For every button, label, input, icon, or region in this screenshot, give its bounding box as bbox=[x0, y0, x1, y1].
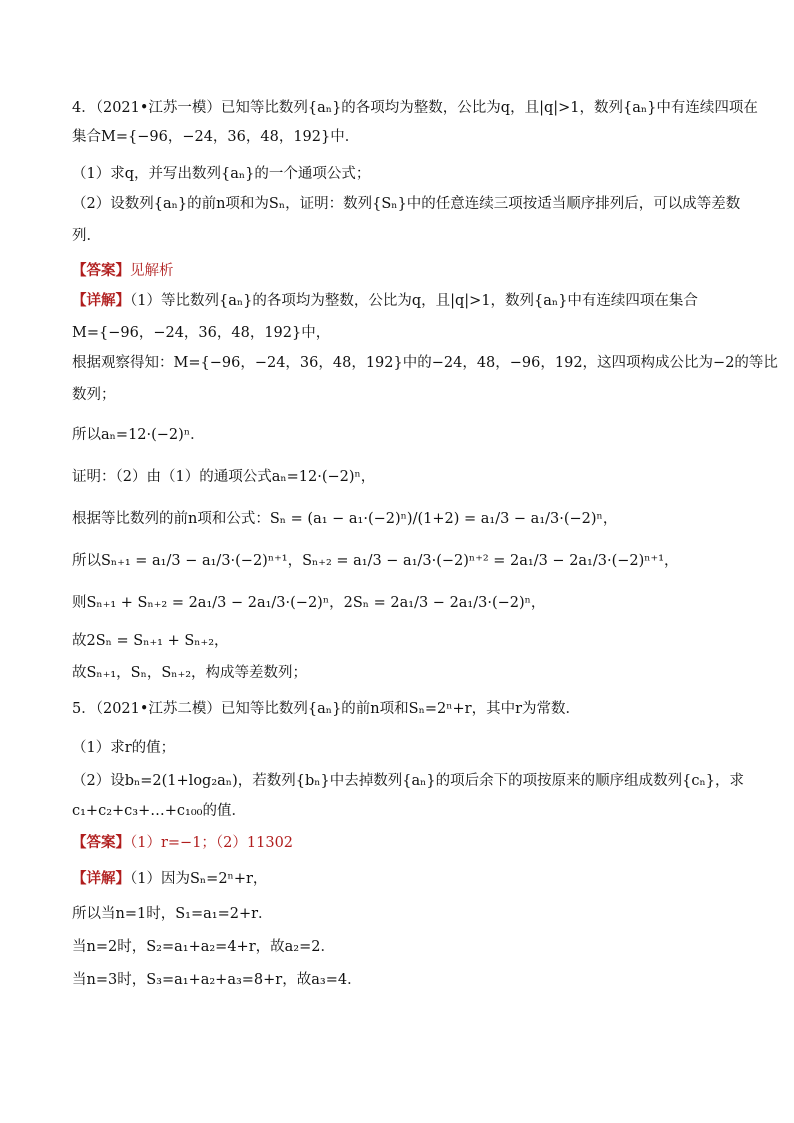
q4-detail-line4: 数列； bbox=[72, 387, 116, 403]
q4-stem-line1: 4．（2021•江苏一模）已知等比数列{aₙ}的各项均为整数，公比为q，且|q|>1，数列{aₙ}中有连续四项在 bbox=[72, 100, 758, 116]
detail-tag: 【详解】 bbox=[72, 292, 130, 309]
q4-detail-line10: 故2Sₙ = Sₙ₊₁ + Sₙ₊₂， bbox=[72, 633, 229, 649]
q4-stem-line2: 集合M={−96，−24，36，48，192}中． bbox=[72, 129, 360, 145]
answer-tag: 【答案】 bbox=[72, 262, 130, 279]
answer-text: 见解析 bbox=[130, 263, 174, 279]
q4-part1: （1）求q，并写出数列{aₙ}的一个通项公式； bbox=[72, 166, 371, 182]
q5-detail-line4: 当n=3时，S₃=a₁+a₂+a₃=8+r，故a₃=4． bbox=[72, 972, 362, 988]
q4-detail-line11: 故Sₙ₊₁，Sₙ，Sₙ₊₂，构成等差数列； bbox=[72, 665, 308, 681]
answer-tag: 【答案】 bbox=[72, 834, 130, 851]
q4-detail-line8: 所以Sₙ₊₁ = a₁/3 − a₁/3·(−2)ⁿ⁺¹，Sₙ₊₂ = a₁/3 − a₁/3·(−2)ⁿ⁺² = 2a₁/3 − 2a₁/3·(−2)ⁿ⁺¹， bbox=[72, 553, 679, 569]
q4-part2-line1: （2）设数列{aₙ}的前n项和为Sₙ，证明：数列{Sₙ}中的任意连续三项按适当顺序排列后，可以成等差数 bbox=[72, 196, 741, 212]
q5-stem: 5．（2021•江苏二模）已知等比数列{aₙ}的前n项和Sₙ=2ⁿ+r，其中r为常数． bbox=[72, 701, 581, 717]
q4-detail-line6: 证明：（2）由（1）的通项公式aₙ=12·(−2)ⁿ， bbox=[72, 469, 376, 485]
q4-detail-line7: 根据等比数列的前n项和公式：Sₙ = (a₁ − a₁·(−2)ⁿ)/(1+2) = a₁/3 − a₁/3·(−2)ⁿ， bbox=[72, 511, 618, 527]
q4-detail-line9: 则Sₙ₊₁ + Sₙ₊₂ = 2a₁/3 − 2a₁/3·(−2)ⁿ，2Sₙ = 2a₁/3 − 2a₁/3·(−2)ⁿ， bbox=[72, 595, 546, 611]
q5-detail-text1: （1）因为Sₙ=2ⁿ+r， bbox=[130, 871, 268, 887]
q4-detail-line2: M={−96，−24，36，48，192}中， bbox=[72, 325, 331, 341]
q5-answer bbox=[72, 832, 293, 854]
q4-detail-line3: 根据观察得知：M={−96，−24，36，48，192}中的−24，48，−96，192，这四项构成公比为−2的等比 bbox=[72, 355, 778, 371]
q4-detail-line5: 所以aₙ=12·(−2)ⁿ． bbox=[72, 427, 205, 443]
q5-part2-line2: c₁+c₂+c₃+…+c₁₀₀的值． bbox=[72, 803, 246, 819]
q5-part2-line1: （2）设bₙ=2(1+log₂aₙ)，若数列{bₙ}中去掉数列{aₙ}的项后余下的项按原来的顺序组成数列{cₙ}，求 bbox=[72, 773, 744, 789]
q5-detail-line1 bbox=[72, 868, 267, 890]
q5-detail-line2: 所以当n=1时，S₁=a₁=2+r． bbox=[72, 906, 273, 922]
q4-detail-text1: （1）等比数列{aₙ}的各项均为整数，公比为q，且|q|>1，数列{aₙ}中有连续四项在集合 bbox=[130, 293, 698, 309]
detail-tag: 【详解】 bbox=[72, 870, 130, 887]
q4-part2-line2: 列． bbox=[72, 228, 101, 244]
q5-part1: （1）求r的值； bbox=[72, 740, 176, 756]
answer-text: （1）r=−1；（2）11302 bbox=[130, 835, 294, 851]
q4-answer bbox=[72, 260, 174, 282]
q4-detail-line1 bbox=[72, 290, 698, 312]
q5-detail-line3: 当n=2时，S₂=a₁+a₂=4+r，故a₂=2． bbox=[72, 939, 335, 955]
